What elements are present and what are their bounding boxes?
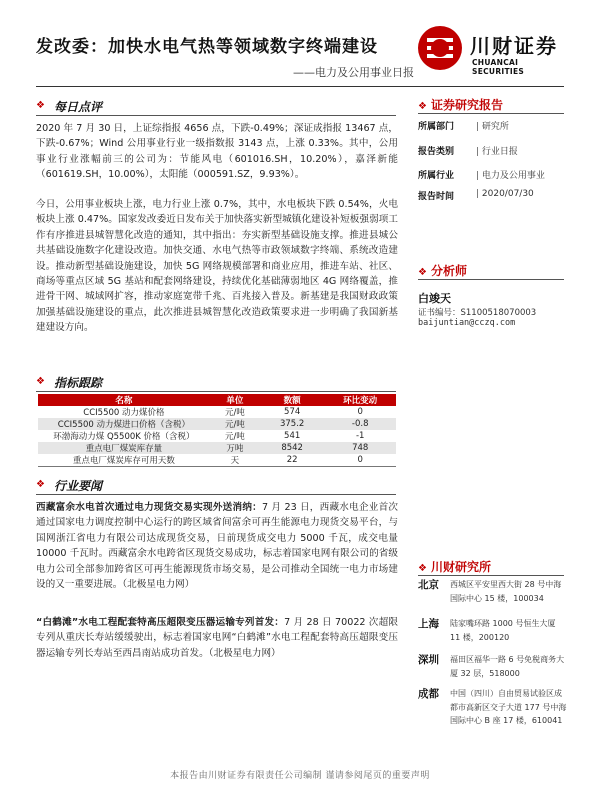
table-cell: 0 xyxy=(324,454,396,467)
table-cell: 22 xyxy=(260,454,324,467)
analyst-email[interactable]: baijuntian@cczq.com xyxy=(418,318,516,328)
brand-name-cn: 川财证券 xyxy=(470,34,558,58)
diamond-cluster-icon: ❖ xyxy=(418,101,427,112)
table-cell: 重点电厂煤炭库存可用天数 xyxy=(38,454,210,467)
chuancai-logo-icon xyxy=(416,24,464,72)
news-item-body: 7 月 23 日，西藏水电企业首次通过国家电力调度控制中心运行的跨区域省间富余可再生能源电力现货交易平台，与国网浙江省电力有限公司达成现货交易，日前现货成交电力 5000 千瓦，成交电量 10000 千瓦时。西藏富余水电跨省区现货交易成功，标志着国家电网有限公司的省级电力公司全部参加跨省区可再生能源现货市场交易，是公司推动全国统一电力市场建设的又一重要进展。（北极星电力网） xyxy=(36,502,399,591)
table-row xyxy=(38,418,396,430)
news-item-body: 7 月 28 日 70022 次超限专列从重庆长寿站缓缓驶出，标志着国家电网“白鹤滩”水电工程配套特高压超限变压器运输专列长寿站至西昌南站成功首发。（北极星电力网） xyxy=(36,617,398,659)
news-item-headline: 西藏富余水电首次通过电力现货交易实现外送消纳： xyxy=(36,502,262,513)
section-heading: 每日点评 xyxy=(54,100,103,114)
table-cell: 万吨 xyxy=(210,442,260,454)
column-header: 数额 xyxy=(260,394,324,406)
analyst-certificate: 证书编号：S1100518070003 xyxy=(418,308,537,318)
column-header: 单位 xyxy=(210,394,260,406)
office-city: 深圳 xyxy=(418,654,439,666)
info-row-industry: 所属行业 | 电力及公用事业 xyxy=(418,168,564,182)
table-cell: 元/吨 xyxy=(224,432,245,442)
office-city: 北京 xyxy=(418,579,439,591)
footer-disclaimer: 本报告由川财证券有限责任公司编制 谨请参阅尾页的重要声明 xyxy=(170,771,430,781)
diamond-cluster-icon: ❖ xyxy=(36,376,45,387)
header-divider xyxy=(36,86,564,87)
report-subtitle: ——电力及公用事业日报 xyxy=(293,66,414,79)
section-daily-review xyxy=(36,97,396,116)
analyst-name: 白竣天 xyxy=(418,292,451,305)
info-row-report-date: 报告时间 | 2020/07/30 xyxy=(418,189,564,203)
report-title: 发改委：加快水电气热等领域数字终端建设 xyxy=(36,37,378,57)
table-cell: 375.2 xyxy=(260,418,324,430)
brand-name-en: CHUANCAI SECURITIES xyxy=(472,58,525,76)
column-header: 名称 xyxy=(38,394,210,406)
table-cell: CCI5500 动力煤价格 xyxy=(83,408,165,418)
news-item-headline: “白鹤滩”水电工程配套特高压超限变压器运输专列首发： xyxy=(36,617,285,628)
divider xyxy=(418,279,564,280)
table-row xyxy=(38,430,396,442)
daily-review-paragraph-1: 2020 年 7 月 30 日，上证综指报 4656 点，下跌-0.49%；深证成指报 13467 点，下跌-0.67%；Wind 公用事业行业一级指数报 3143 点，上涨 0.33%。其中，公用事业行业涨幅前三的公司为：节能风电（601016.SH，10.20%），嘉泽新能（601619.SH，10.00%），太阳能（000591.SZ，9.93%）。 xyxy=(36,123,398,181)
divider xyxy=(418,113,564,114)
table-cell: 天 xyxy=(210,454,260,467)
office-address: 陆家嘴环路 1000 号恒生大厦 11 楼，200120 xyxy=(450,619,556,642)
table-cell: 0 xyxy=(357,407,363,417)
divider xyxy=(418,575,564,576)
section-heading: 指标跟踪 xyxy=(54,376,103,390)
table-cell: -0.8 xyxy=(324,418,396,430)
table-cell: 541 xyxy=(284,431,301,441)
office-city: 成都 xyxy=(418,688,439,700)
section-industry-news xyxy=(36,476,396,495)
report-info-heading: ❖ 证券研究报告 xyxy=(418,98,503,112)
office-address: 西城区平安里西大街 28 号中海国际中心 15 楼，100034 xyxy=(450,580,562,603)
table-row xyxy=(38,406,396,418)
analyst-heading: ❖ 分析师 xyxy=(418,264,467,278)
news-item-2 xyxy=(36,615,398,661)
diamond-cluster-icon: ❖ xyxy=(36,100,45,111)
table-cell: CCI5500 动力煤进口价格（含税） xyxy=(38,418,210,430)
daily-review-paragraph-2: 今日，公用事业板块上涨，电力行业上涨 0.7%，其中，水电板块下跌 0.54%，火电板块上涨 0.47%。国家发改委近日发布关于加快落实新型城镇化建设补短板强弱项工作有序推进县城智慧化改造的通知，其中指出：夯实新型基础设施支撑。推进县城公共基础设施数字化建设改造。加快交通、水电气热等市政领域数字终端、系统改造建设。推动新型基础设施建设，加快 5G 网络规模部署和商业应用，推进车站、社区、商场等重点区域 5G 基站和配套网络建设，持续优化基础薄弱地区 4G 网络覆盖，推进骨干网、城域网扩容，推动家庭宽带千兆、百兆接入普及。新基建是我国财政政策加强基础设施建设的重点，此次推进县城智慧化改造政策要求进一步明确了我国新基建建设方向。 xyxy=(36,199,398,334)
table-cell: -1 xyxy=(355,431,365,441)
brand-logo xyxy=(416,24,566,74)
table-row xyxy=(38,442,396,454)
column-header: 环比变动 xyxy=(324,394,396,406)
diamond-cluster-icon: ❖ xyxy=(418,267,427,278)
section-indicators xyxy=(36,373,396,392)
office-address: 福田区福华一路 6 号免税商务大厦 32 层，518000 xyxy=(450,655,565,678)
table-cell: 574 xyxy=(284,407,301,417)
table-cell: 重点电厂煤炭库存量 xyxy=(38,442,210,454)
table-cell: 8542 xyxy=(260,442,324,454)
table-cell: 元/吨 xyxy=(224,408,245,418)
table-header-row xyxy=(38,394,396,406)
diamond-cluster-icon: ❖ xyxy=(418,563,427,574)
diamond-cluster-icon: ❖ xyxy=(36,479,45,490)
section-heading: 行业要闻 xyxy=(54,479,103,493)
table-row xyxy=(38,454,396,467)
table-cell: 环渤海动力煤 Q5500K 价格（含税） xyxy=(53,432,195,442)
office-address: 中国（四川）自由贸易试验区成都市高新区交子大道 177 号中海国际中心 B 座 17 楼，610041 xyxy=(450,689,567,725)
info-row-report-type: 报告类别 | 行业日报 xyxy=(418,144,564,158)
info-row-department: 所属部门 | 研究所 xyxy=(418,119,564,133)
news-item-1 xyxy=(36,500,398,592)
table-cell: 元/吨 xyxy=(210,418,260,430)
institute-heading: ❖ 川财研究所 xyxy=(418,560,491,574)
office-city: 上海 xyxy=(418,618,439,630)
indicator-table xyxy=(38,394,396,467)
table-cell: 748 xyxy=(324,442,396,454)
